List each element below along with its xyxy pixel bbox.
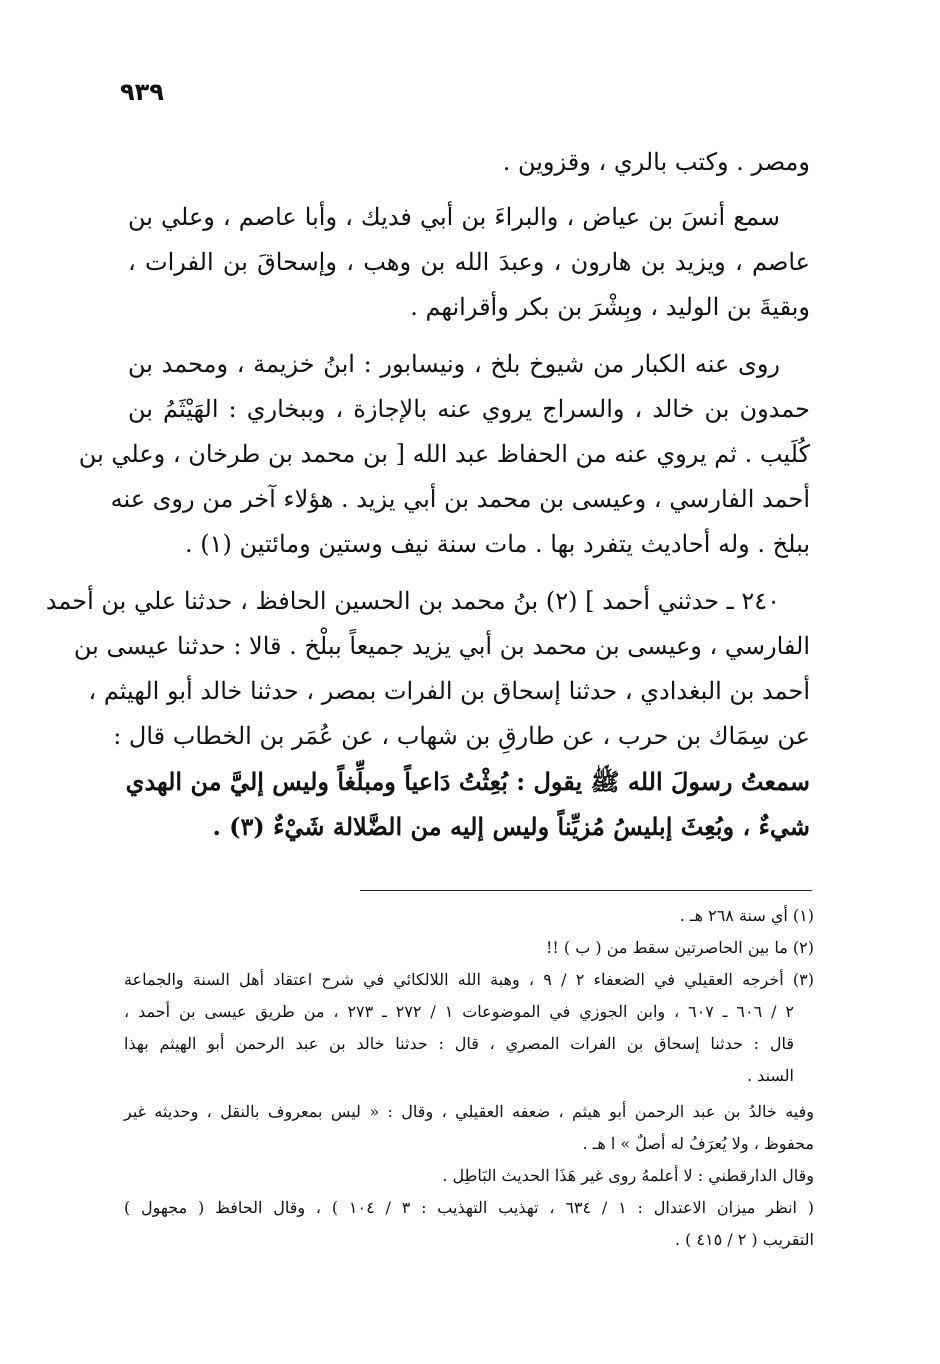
intro-line: ومصر . وكتب بالري ، وقزوين . [502,148,810,176]
heard-line-1: سمع أنسَ بن عياض ، والبراءَ بن أبي فديك ، وأبا عاصم ، وعلي بن [128,203,780,231]
footnote-3-daraqutni: وقال الدارقطني : لا أعلمهُ روى غير هَذَا الحديث البَاطِل . [442,1166,814,1185]
footnote-3-note-line-2: محفوظ ، ولا يُعرَفُ له أصلٌ » ا هـ . [582,1134,814,1153]
footnote-3-line-3: قال : حدثنا إسحاق بن الفرات المصري ، قال : حدثنا خالد بن عبد الرحمن أبو الهيثم بهذا [124,1034,794,1053]
narrators-line-2: حمدون بن خالد ، والسراج يروي عنه بالإجازة ، وببخاري : الهَيْثَمُ بن [128,395,810,423]
footnote-3-refs-line-1: ( انظر ميزان الاعتدال : ١ / ٦٣٤ ، تهذيب التهذيب : ٣ / ١٠٤ ) ، وقال الحافظ ( مجهول ) [124,1198,815,1217]
hadith-line-2: الفارسي ، وعيسى بن محمد بن أبي يزيد جميعاً ببلْخ . قالا : حدثنا عيسى بن [73,632,810,660]
footnote-3-line-1: (٣) أخرجه العقيلي في الضعفاء ٢ / ٩ ، وهبة الله اللالكائي في شرح اعتقاد أهل السنة والجماعة [124,970,814,989]
heard-paragraph [128,195,810,330]
footnote-3-line-2: ٢ / ٦٠٦ ـ ٦٠٧ ، وابن الجوزي في الموضوعات ١ / ٢٧٢ ـ ٢٧٣ ، من طريق عيسى بن أحمد ، [124,1002,794,1021]
hadith-paragraph [45,579,810,849]
hadith-line-1: ٢٤٠ ـ حدثني أحمد ] (٢) بنُ محمد بن الحسين الحافظ ، حدثنا علي بن أحمد [45,587,780,615]
hadith-line-4: عن سِمَاك بن حرب ، عن طارقِ بن شهاب ، عن عُمَر بن الخطاب قال : [113,722,810,750]
footnote-divider [360,890,812,891]
footnote-3-line-4: السند . [747,1066,794,1085]
footnote-3-note-line-1: وفيه خالدُ بن عبد الرحمن أبو هيثم ، ضعفه العقيلي ، وقال : « ليس بمعروف بالنقل ، وحديثه غير [124,1102,814,1121]
footnote-3-refs-line-2: التقريب ( ٢ / ٤١٥ ) . [674,1230,814,1249]
intro-paragraph [128,140,810,185]
narrators-line-5: ببلخ . وله أحاديث يتفرد بها . مات سنة نيف وستين ومائتين (١) . [185,530,810,558]
hadith-bold-line-1: سمعتُ رسولَ الله ﷺ يقول : بُعِثْتُ دَاعياً ومبلِّغاً وليس إليَّ من الهدي [125,767,810,796]
narrators-paragraph [78,342,810,567]
narrators-line-4: أحمد الفارسي ، وعيسى بن محمد بن أبي يزيد . هؤلاء آخر من روى عنه [110,485,810,513]
heard-line-3: وبقيةَ بن الوليد ، وبِشْرَ بن بكر وأقرانهم . [410,293,810,321]
footnote-2: (٢) ما بين الحاصرتين سقط من ( ب ) !! [545,938,814,957]
footnote-1: (١) أي سنة ٢٦٨ هـ . [679,906,814,925]
heard-line-2: عاصم ، ويزيد بن هارون ، وعبدَ الله بن وهب ، وإسحاقَ بن الفرات ، [128,248,810,276]
narrators-line-3: كُلَيب . ثم يروي عنه من الحفاظ عبد الله [ بن محمد بن طرخان ، وعلي بن [78,440,810,468]
footnotes [124,900,814,1256]
hadith-line-3: أحمد بن البغدادي ، حدثنا إسحاق بن الفرات بمصر ، حدثنا خالد أبو الهيثم ، [88,677,810,705]
narrators-line-1: روى عنه الكبار من شيوخ بلخ ، ونيسابور : ابنُ خزيمة ، ومحمد بن [128,350,780,378]
hadith-bold-line-2: شيءٌ ، وبُعِثَ إبليسُ مُزيِّناً وليس إليه من الضَّلالة شَيْءٌ (٣) . [212,812,810,841]
page-number: ٩٣٩ [120,78,164,106]
main-text [45,140,810,861]
